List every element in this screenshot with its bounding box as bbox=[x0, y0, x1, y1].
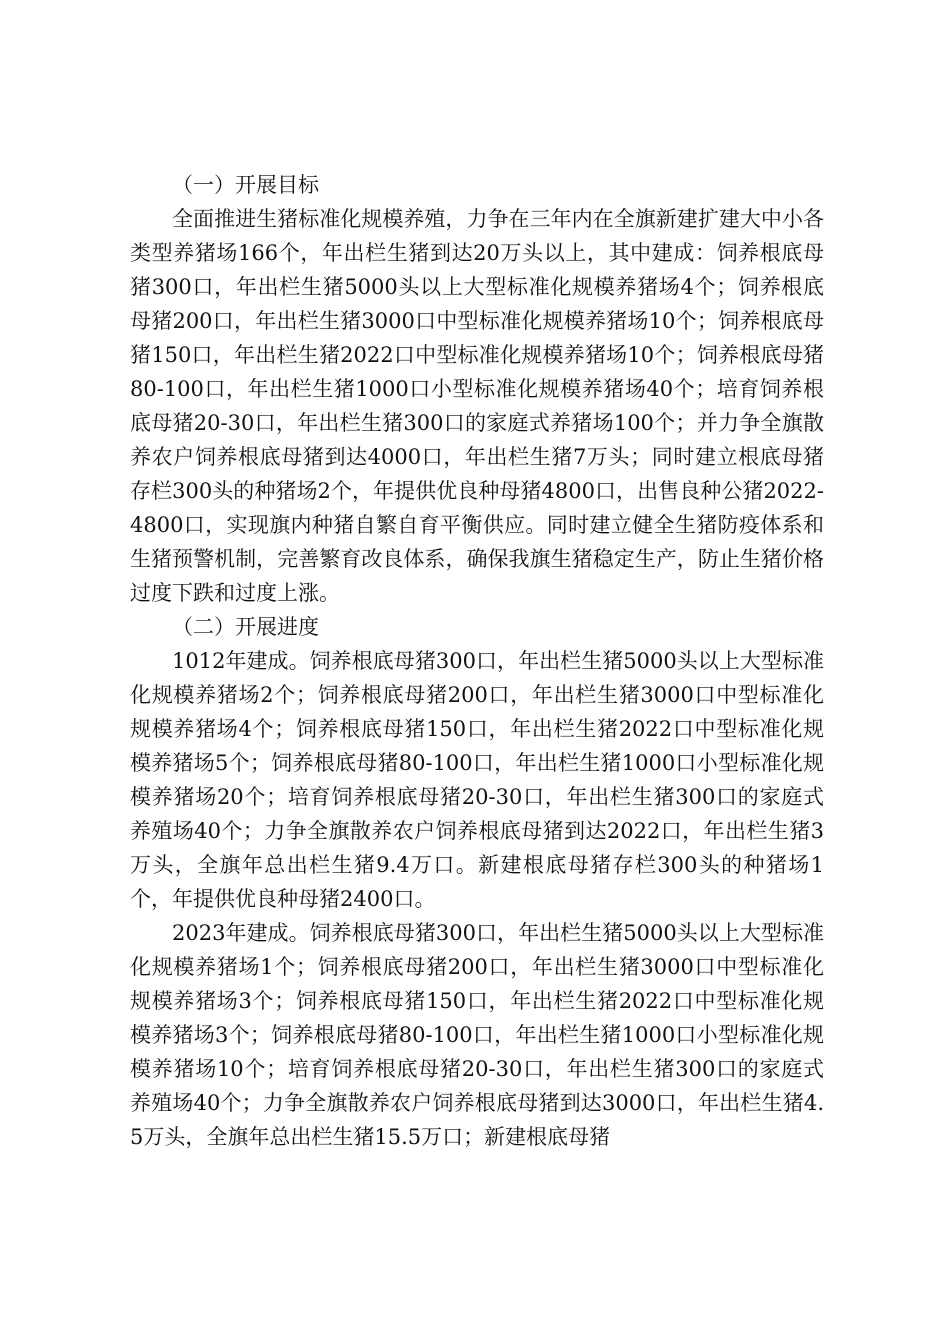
progress-paragraph-first-year: 1012年建成。饲养根底母猪300口，年出栏生猪5000头以上大型标准化规模养猪场2个；饲养根底母猪200口，年出栏生猪3000口中型标准化规模养猪场4个；饲养根底母猪150口，年出栏生猪2022口中型标准化规模养猪场5个；饲养根底母猪80-100口，年出栏生猪1000口小型标准化规模养猪场20个；培育饲养根底母猪20-30口，年出栏生猪300口的家庭式养殖场40个；力争全旗散养农户饲养根底母猪到达2022口，年出栏生猪3万头，全旗年总出栏生猪9.4万口。新建根底母猪存栏300头的种猪场1个，年提供优良种母猪2400口。 bbox=[130, 649, 824, 911]
section-heading-goals: （一）开展目标 bbox=[172, 173, 319, 197]
section-heading-progress: （二）开展进度 bbox=[172, 615, 319, 639]
goals-paragraph: 全面推进生猪标准化规模养殖，力争在三年内在全旗新建扩建大中小各类型养猪场166个，年出栏生猪到达20万头以上，其中建成：饲养根底母猪300口，年出栏生猪5000头以上大型标准化规模养猪场4个；饲养根底母猪200口，年出栏生猪3000口中型标准化规模养猪场10个；饲养根底母猪150口，年出栏生猪2022口中型标准化规模养猪场10个；饲养根底母猪80-100口，年出栏生猪1000口小型标准化规模养猪场40个；培育饲养根底母猪20-30口，年出栏生猪300口的家庭式养猪场100个；并力争全旗散养农户饲养根底母猪到达4000口，年出栏生猪7万头；同时建立根底母猪存栏300头的种猪场2个，年提供优良种母猪4800口，出售良种公猪2022-4800口，实现旗内种猪自繁自育平衡供应。同时建立健全生猪防疫体系和生猪预警机制，完善繁育改良体系，确保我旗生猪稳定生产，防止生猪价格过度下跌和过度上涨。 bbox=[130, 207, 824, 605]
progress-paragraph-2023: 2023年建成。饲养根底母猪300口，年出栏生猪5000头以上大型标准化规模养猪场1个；饲养根底母猪200口，年出栏生猪3000口中型标准化规模养猪场3个；饲养根底母猪150口，年出栏生猪2022口中型标准化规模养猪场3个；饲养根底母猪80-100口，年出栏生猪1000口小型标准化规模养猪场10个；培育饲养根底母猪20-30口，年出栏生猪300口的家庭式养殖场40个；力争全旗散养农户饲养根底母猪到达3000口，年出栏生猪4.5万头，全旗年总出栏生猪15.5万口；新建根底母猪 bbox=[130, 921, 824, 1149]
document-body bbox=[130, 168, 824, 1154]
